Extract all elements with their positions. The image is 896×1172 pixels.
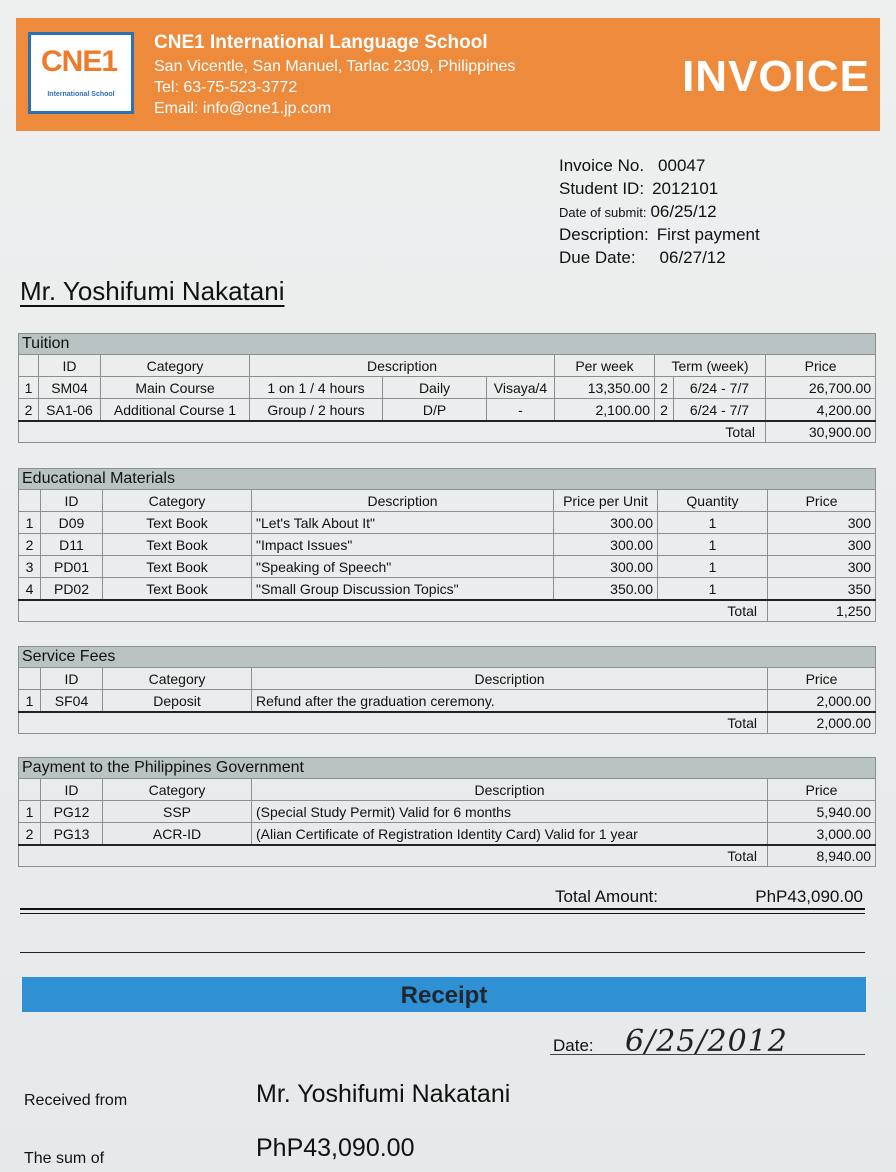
total-label: Total: [19, 600, 768, 622]
table-row: [19, 399, 876, 422]
row-number: 4: [19, 578, 41, 601]
item-category: Text Book: [103, 556, 252, 578]
column-header: Price: [768, 490, 876, 512]
column-header: Category: [101, 355, 250, 377]
school-name: CNE1 International Language School: [154, 32, 488, 53]
meta-value: 2012101: [652, 179, 719, 198]
item-quantity: 1: [658, 512, 768, 534]
item-price: 300: [768, 556, 876, 578]
item-description: 1 on 1 / 4 hours: [250, 377, 383, 399]
column-header: Description: [252, 490, 554, 512]
item-frequency: Daily: [383, 377, 487, 399]
meta-date-submit: [559, 202, 760, 225]
item-id: PD01: [41, 556, 103, 578]
item-unit-price: 350.00: [554, 578, 658, 601]
sum-label: The sum of: [24, 1150, 105, 1167]
receipt-date-value: 6/25/2012: [625, 1024, 788, 1059]
grand-total-label: Total Amount:: [555, 887, 659, 906]
row-number: 1: [19, 377, 39, 399]
item-price: 300: [768, 534, 876, 556]
item-category: Text Book: [103, 534, 252, 556]
item-level: Visaya/4: [487, 377, 555, 399]
received-from-value: Mr. Yoshifumi Nakatani: [256, 1080, 511, 1108]
item-price: 350: [768, 578, 876, 601]
item-description: "Impact Issues": [252, 534, 554, 556]
meta-label: Invoice No.: [559, 156, 645, 175]
meta-label: Student ID:: [559, 179, 645, 198]
item-id: PG13: [41, 823, 103, 846]
item-unit-price: 300.00: [554, 512, 658, 534]
table-row: [19, 823, 876, 846]
item-frequency: D/P: [383, 399, 487, 422]
sum-value: PhP43,090.00: [256, 1134, 415, 1162]
row-number: 3: [19, 556, 41, 578]
table-row: [19, 377, 876, 399]
row-number: 1: [19, 512, 41, 534]
item-per-week: 2,100.00: [555, 399, 655, 422]
school-email: Email: info@cne1.jp.com: [154, 100, 332, 117]
divider: [20, 952, 865, 953]
item-category: Additional Course 1: [101, 399, 250, 422]
meta-label: Date of submit:: [559, 205, 647, 220]
meta-description: [559, 225, 760, 248]
table-header: [19, 490, 876, 512]
meta-value: 06/25/12: [650, 202, 717, 221]
meta-value: First payment: [656, 225, 760, 244]
divider: [550, 1054, 865, 1055]
school-phone: Tel: 63-75-523-3772: [154, 79, 298, 96]
item-description: (Special Study Permit) Valid for 6 months: [252, 801, 768, 823]
item-price: 3,000.00: [768, 823, 876, 846]
meta-value: 06/27/12: [659, 248, 726, 267]
total-value: 1,250: [768, 600, 876, 622]
received-from-label: Received from: [24, 1092, 128, 1109]
column-header: ID: [41, 490, 103, 512]
column-header: Price: [766, 355, 876, 377]
divider: [20, 913, 865, 914]
invoice-header: [16, 18, 880, 131]
item-quantity: 1: [658, 534, 768, 556]
meta-invoice-no: [559, 156, 760, 179]
logo-mark: CNE1: [41, 45, 118, 78]
total-label: Total: [19, 421, 766, 443]
item-unit-price: 300.00: [554, 556, 658, 578]
row-number: 2: [19, 823, 41, 846]
receipt-title: Receipt: [400, 982, 488, 1009]
item-category: SSP: [103, 801, 252, 823]
total-row: [19, 421, 876, 443]
column-header: Description: [252, 779, 768, 801]
item-description: "Small Group Discussion Topics": [252, 578, 554, 601]
column-header: Category: [103, 668, 252, 690]
column-header: ID: [39, 355, 101, 377]
column-header: Description: [252, 668, 768, 690]
item-id: SF04: [41, 690, 103, 713]
item-id: PG12: [41, 801, 103, 823]
column-header: Term (week): [655, 355, 766, 377]
total-label: Total: [19, 845, 768, 867]
item-id: D09: [41, 512, 103, 534]
table-header: [19, 779, 876, 801]
meta-student-id: [559, 179, 760, 202]
table-row: [19, 534, 876, 556]
table-row: [19, 512, 876, 534]
item-price: 26,700.00: [766, 377, 876, 399]
customer-name: Mr. Yoshifumi Nakatani: [20, 276, 285, 306]
school-logo: [28, 32, 134, 114]
table-row: [19, 801, 876, 823]
section-title: Educational Materials: [19, 469, 876, 490]
receipt-date-label: Date:: [553, 1036, 594, 1055]
total-row: [19, 845, 876, 867]
item-category: ACR-ID: [103, 823, 252, 846]
total-label: Total: [19, 712, 768, 734]
item-description: (Alian Certificate of Registration Identity Card) Valid for 1 year: [252, 823, 768, 846]
meta-due-date: [559, 248, 760, 271]
column-header: Price per Unit: [554, 490, 658, 512]
item-term: 6/24 - 7/7: [674, 377, 766, 399]
row-number: 1: [19, 801, 41, 823]
item-level: -: [487, 399, 555, 422]
item-category: Text Book: [103, 512, 252, 534]
item-price: 4,200.00: [766, 399, 876, 422]
materials-table: [18, 468, 876, 622]
item-quantity: 1: [658, 556, 768, 578]
column-header: Price: [768, 668, 876, 690]
item-quantity: 1: [658, 578, 768, 601]
item-category: Text Book: [103, 578, 252, 601]
table-header: [19, 668, 876, 690]
column-header: Quantity: [658, 490, 768, 512]
logo-subtitle: International School: [47, 91, 115, 98]
item-category: Deposit: [103, 690, 252, 713]
total-value: 2,000.00: [768, 712, 876, 734]
meta-value: 00047: [658, 156, 706, 175]
column-header: Per week: [555, 355, 655, 377]
column-header: ID: [41, 779, 103, 801]
government-table: [18, 757, 876, 867]
document-title: INVOICE: [682, 52, 870, 101]
item-per-week: 13,350.00: [555, 377, 655, 399]
item-description: Refund after the graduation ceremony.: [252, 690, 768, 713]
item-weeks: 2: [655, 377, 674, 399]
column-header: ID: [41, 668, 103, 690]
row-number: 2: [19, 399, 39, 422]
item-category: Main Course: [101, 377, 250, 399]
divider: [20, 908, 865, 910]
item-id: SA1-06: [39, 399, 101, 422]
meta-label: Due Date:: [559, 248, 636, 267]
item-unit-price: 300.00: [554, 534, 658, 556]
total-value: 8,940.00: [768, 845, 876, 867]
table-row: [19, 556, 876, 578]
column-header: Category: [103, 490, 252, 512]
column-header: Price: [768, 779, 876, 801]
service-fees-section: [18, 646, 875, 734]
column-header: Description: [250, 355, 555, 377]
section-title: Service Fees: [19, 647, 876, 668]
meta-label: Description:: [559, 225, 649, 244]
item-description: "Let's Talk About It": [252, 512, 554, 534]
item-id: PD02: [41, 578, 103, 601]
table-row: [19, 690, 876, 713]
tuition-table: [18, 333, 876, 443]
total-row: [19, 600, 876, 622]
tuition-section: [18, 333, 875, 443]
grand-total-value: PhP43,090.00: [755, 887, 863, 906]
section-title: Tuition: [19, 334, 876, 355]
total-row: [19, 712, 876, 734]
item-description: "Speaking of Speech": [252, 556, 554, 578]
item-price: 300: [768, 512, 876, 534]
item-description: Group / 2 hours: [250, 399, 383, 422]
item-weeks: 2: [655, 399, 674, 422]
receipt-banner: [22, 977, 866, 1012]
row-number: 1: [19, 690, 41, 713]
item-price: 5,940.00: [768, 801, 876, 823]
column-header: Category: [103, 779, 252, 801]
table-header: [19, 355, 876, 377]
school-address: San Vicentle, San Manuel, Tarlac 2309, Philippines: [154, 58, 516, 75]
table-row: [19, 578, 876, 601]
item-term: 6/24 - 7/7: [674, 399, 766, 422]
row-number: 2: [19, 534, 41, 556]
total-value: 30,900.00: [766, 421, 876, 443]
item-id: D11: [41, 534, 103, 556]
item-id: SM04: [39, 377, 101, 399]
materials-section: [18, 468, 875, 622]
invoice-meta: [559, 156, 760, 271]
government-section: [18, 757, 875, 867]
item-price: 2,000.00: [768, 690, 876, 713]
section-title: Payment to the Philippines Government: [19, 758, 876, 779]
service-fees-table: [18, 646, 876, 734]
